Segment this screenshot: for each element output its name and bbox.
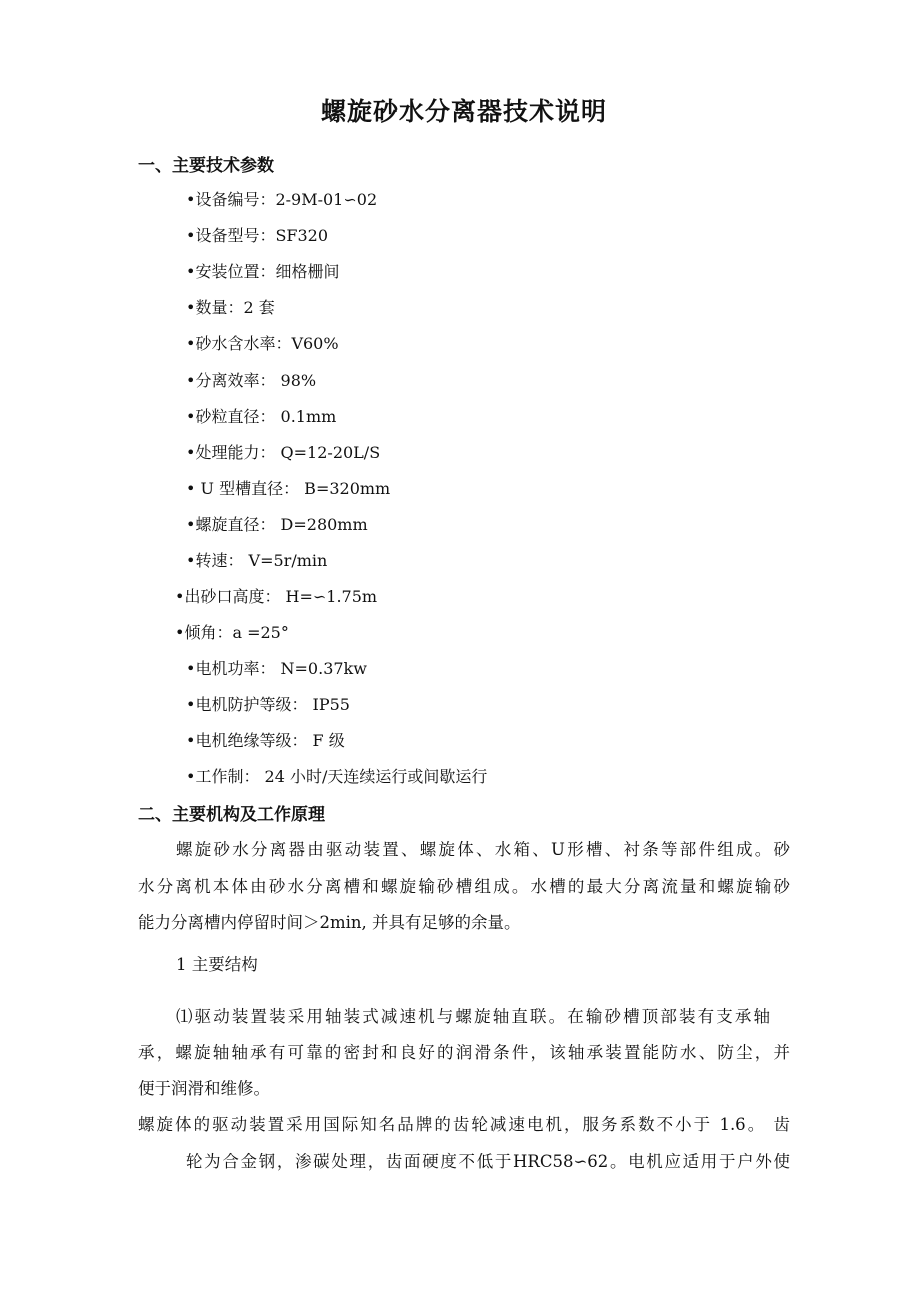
subheading-main-structure: 1 主要结构	[176, 955, 258, 974]
param-motor-insulation: •电机绝缘等级： F 级	[186, 731, 345, 750]
param-trough-diameter: • U 型槽直径： B=320mm	[186, 479, 391, 498]
param-motor-protection: •电机防护等级： IP55	[186, 695, 350, 714]
document-title: 螺旋砂水分离器技术说明	[320, 97, 607, 126]
param-water-content: •砂水含水率：V60%	[186, 334, 339, 353]
param-inclination: •倾角：a =25°	[175, 623, 289, 642]
section-heading-parameters: 一、主要技术参数	[138, 156, 274, 176]
intro-line-1: 螺旋砂水分离器由驱动装置、螺旋体、水箱、U形槽、衬条等部件组成。砂	[176, 840, 790, 859]
param-equipment-number: •设备编号：2-9M-01∽02	[186, 190, 378, 209]
param-install-location: •安装位置：细格栅间	[186, 262, 340, 281]
structure-item-1-line-1: ⑴驱动装置装采用轴装式减速机与螺旋轴直联。在输砂槽顶部装有支承轴	[176, 1007, 770, 1026]
param-grain-diameter: •砂粒直径： 0.1mm	[186, 407, 337, 426]
param-separation-efficiency: •分离效率： 98%	[186, 371, 317, 390]
param-quantity: •数量：2 套	[186, 298, 275, 317]
param-duty: •工作制： 24 小时/天连续运行或间歇运行	[186, 767, 488, 786]
structure-item-1-line-2: 承，螺旋轴轴承有可靠的密封和良好的润滑条件，该轴承装置能防水、防尘，并	[138, 1043, 790, 1062]
drive-line-1: 螺旋体的驱动装置采用国际知名品牌的齿轮减速电机，服务系数不小于 1.6。 齿	[138, 1115, 790, 1134]
structure-item-1-line-3: 便于润滑和维修。	[138, 1079, 270, 1098]
param-equipment-model: •设备型号：SF320	[186, 226, 329, 245]
section-heading-mechanism: 二、主要机构及工作原理	[138, 805, 325, 825]
drive-line-2: 轮为合金钢，渗碳处理，齿面硬度不低于HRC58∽62。电机应适用于户外使	[186, 1152, 790, 1171]
param-motor-power: •电机功率： N=0.37kw	[186, 659, 367, 678]
intro-line-3: 能力分离槽内停留时间＞2min, 并具有足够的余量。	[138, 913, 521, 932]
intro-line-2: 水分离机本体由砂水分离槽和螺旋输砂槽组成。水槽的最大分离流量和螺旋输砂	[138, 877, 790, 896]
param-speed: •转速： V=5r/min	[186, 551, 328, 570]
param-capacity: •处理能力： Q=12-20L/S	[186, 443, 381, 462]
param-outlet-height: •出砂口高度： H=∽1.75m	[175, 587, 378, 606]
param-spiral-diameter: •螺旋直径： D=280mm	[186, 515, 368, 534]
